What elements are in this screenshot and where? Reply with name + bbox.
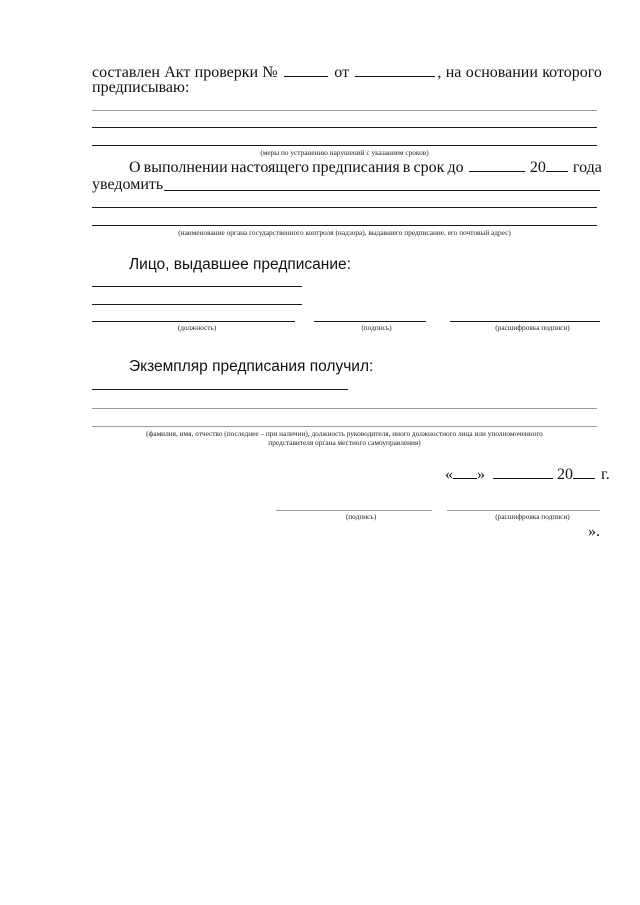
word: Акт bbox=[164, 64, 191, 81]
receiver-line-3[interactable] bbox=[92, 426, 597, 427]
receipt-date bbox=[445, 465, 610, 484]
organ-caption: (наименование органа государственного контроля (надзора), выдавшего предписание, его почтовый адрес) bbox=[178, 228, 511, 237]
open-quote: « bbox=[445, 466, 453, 483]
issuer-line-1[interactable] bbox=[92, 286, 302, 287]
word: до bbox=[447, 159, 464, 176]
word: выполнении bbox=[143, 159, 228, 176]
word: основании bbox=[465, 64, 538, 81]
issuer-decoding-line[interactable] bbox=[450, 321, 600, 322]
issuer-position-line[interactable] bbox=[92, 321, 295, 322]
word: проверки bbox=[194, 64, 259, 81]
act-date-blank[interactable] bbox=[355, 63, 435, 77]
comma: , bbox=[437, 64, 442, 81]
recipient-caption-line2: представителя органа местного самоуправления) bbox=[268, 438, 421, 447]
notify-label: уведомить bbox=[92, 176, 164, 193]
close-quote: » bbox=[477, 466, 485, 483]
position-caption: (должность) bbox=[177, 323, 217, 332]
word: № bbox=[262, 64, 278, 81]
word: от bbox=[334, 64, 350, 81]
word: года bbox=[572, 159, 602, 176]
measures-caption: (меры по устранению нарушений с указанием сроков) bbox=[260, 148, 429, 157]
receiver-decoding-line[interactable] bbox=[447, 510, 600, 511]
year-suffix: г. bbox=[601, 466, 610, 483]
closing-mark: ». bbox=[588, 523, 600, 540]
notify-sentence bbox=[92, 158, 602, 177]
word: настоящего bbox=[230, 159, 309, 176]
recipient-caption-line1: (фамилия, имя, отчество (последнее – при наличии), должность руководителя, иного должностного лица или уполномоченного bbox=[146, 429, 543, 438]
word: составлен bbox=[92, 64, 160, 81]
word: срок bbox=[413, 159, 445, 176]
word: предписания bbox=[312, 159, 400, 176]
year-prefix: 20 bbox=[557, 466, 573, 483]
issuer-line-2[interactable] bbox=[92, 304, 302, 305]
decoding-caption-2: (расшифровка подписи) bbox=[495, 512, 570, 521]
word: на bbox=[445, 64, 462, 81]
measures-line-3[interactable] bbox=[92, 145, 597, 146]
month-blank[interactable] bbox=[493, 465, 553, 479]
receiver-signature-line[interactable] bbox=[276, 510, 432, 511]
notify-line-1[interactable] bbox=[164, 190, 600, 191]
word: в bbox=[402, 159, 411, 176]
receiver-line-1[interactable] bbox=[92, 389, 348, 390]
measures-line-1[interactable] bbox=[92, 110, 597, 111]
deadline-year-blank[interactable] bbox=[546, 158, 568, 172]
issuer-heading: Лицо, выдавшее предписание: bbox=[129, 256, 351, 273]
deadline-date-blank[interactable] bbox=[469, 158, 525, 172]
signature-caption: (подпись) bbox=[361, 323, 392, 332]
prescribe-label: предписываю: bbox=[92, 79, 190, 96]
measures-line-2[interactable] bbox=[92, 127, 597, 128]
signature-caption-2: (подпись) bbox=[345, 512, 377, 521]
day-blank[interactable] bbox=[453, 465, 477, 479]
notify-line-3[interactable] bbox=[92, 225, 597, 226]
word: которого bbox=[542, 64, 602, 81]
issuer-signature-line[interactable] bbox=[314, 321, 426, 322]
act-number-blank[interactable] bbox=[284, 63, 328, 77]
word: О bbox=[129, 159, 141, 176]
decoding-caption: (расшифровка подписи) bbox=[495, 323, 570, 332]
year-blank[interactable] bbox=[573, 465, 595, 479]
notify-line-2[interactable] bbox=[92, 207, 597, 208]
receiver-heading: Экземпляр предписания получил: bbox=[129, 358, 374, 375]
receiver-line-2[interactable] bbox=[92, 408, 597, 409]
year-prefix: 20 bbox=[529, 159, 546, 176]
